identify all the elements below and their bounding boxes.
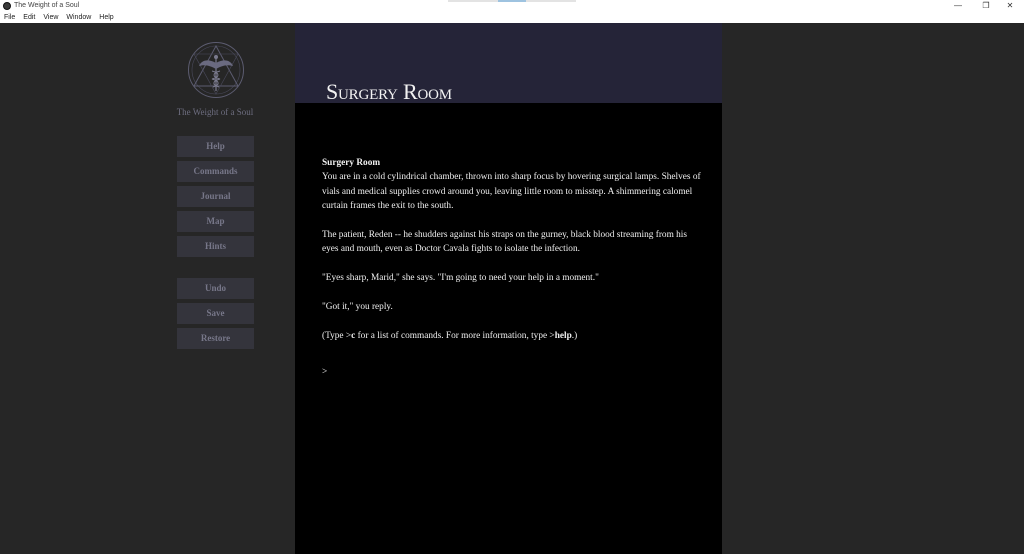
hint-suffix: .) [571,330,578,341]
hint-paragraph [322,329,702,343]
menu-edit[interactable]: Edit [23,14,36,21]
hint-prefix: (Type > [322,330,352,341]
minimize-icon[interactable]: — [954,1,962,10]
save-button[interactable]: Save [177,303,254,324]
story-transcript [322,156,702,394]
dialogue-paragraph: "Eyes sharp, Marid," she says. "I'm going to need your help in a moment." [322,273,599,284]
room-header [295,23,722,103]
menu-bar [0,12,1024,23]
sidebar [160,23,270,554]
map-button[interactable]: Map [177,211,254,232]
restore-button[interactable]: Restore [177,328,254,349]
window-title: The Weight of a Soul [14,2,80,9]
story-panel [295,23,722,554]
hints-button[interactable]: Hints [177,236,254,257]
description-text: You are in a cold cylindrical chamber, thrown into sharp focus by hovering surgical lamps. Shelves of vials and medical supplies crowd around you, leaving little room to misstep. A shimmering calomel curtain frames the exit to the south. [322,172,701,212]
undo-button[interactable]: Undo [177,278,254,299]
menu-view[interactable]: View [43,14,59,21]
room-title: Surgery Room [326,79,452,104]
hint-command-c: c [351,330,356,341]
commands-button[interactable]: Commands [177,161,254,182]
help-button[interactable]: Help [177,136,254,157]
journal-button[interactable]: Journal [177,186,254,207]
location-heading: Surgery Room [322,158,381,168]
menu-window[interactable]: Window [66,14,92,21]
command-prompt[interactable]: > [322,367,328,378]
reply-paragraph: "Got it," you reply. [322,302,393,313]
hint-middle: for a list of commands. For more information, type > [355,330,555,341]
room-description [322,156,702,214]
caduceus-triangle-emblem-icon [187,41,245,99]
restore-icon[interactable]: ❐ [982,1,990,10]
menu-file[interactable]: File [4,14,16,21]
titlebar-tab-right[interactable] [526,0,576,2]
command-prompt-line[interactable] [322,365,702,379]
window-titlebar [0,0,1024,12]
hint-command-help: help [554,330,572,341]
app-icon [3,2,11,10]
titlebar-tab-active[interactable] [498,0,526,2]
story-paragraph: The patient, Reden -- he shudders against his straps on the gurney, black blood streaming from his eyes and mouth, even as Doctor Cavala fights to isolate the infection. [322,230,687,255]
game-name: The Weight of a Soul [176,107,254,117]
titlebar-tab-left[interactable] [448,0,498,2]
close-icon[interactable]: ✕ [1006,1,1014,10]
menu-help[interactable]: Help [99,14,114,21]
